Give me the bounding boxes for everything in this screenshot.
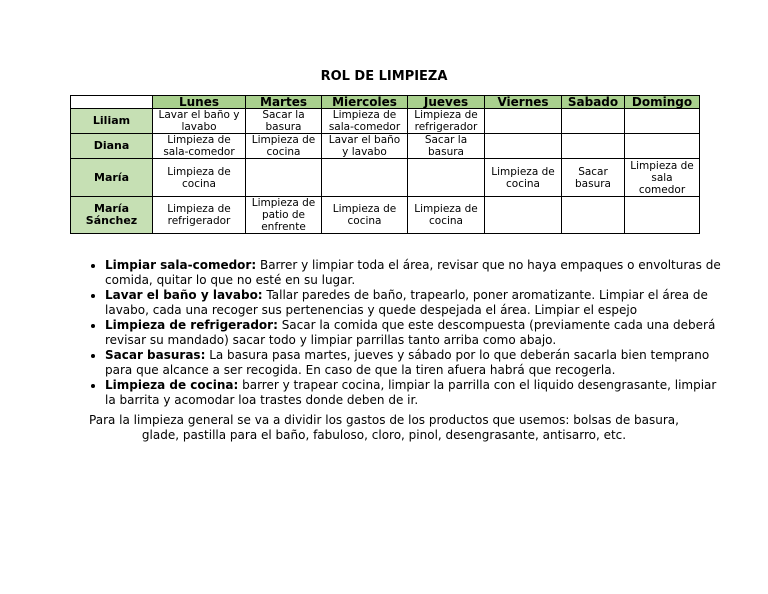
task-term: Sacar basuras: [105,348,206,362]
table-header-row [71,96,700,109]
table-cell: Limpieza de sala-comedor [153,134,246,159]
table-cell: Limpieza de cocina [246,134,322,159]
row-name: Diana [71,134,153,159]
table-cell [562,134,625,159]
table-cell: Limpieza de cocina [485,159,562,197]
footer-paragraph: Para la limpieza general se va a dividir los gastos de los productos que usemos: bolsas de basura, glade, pastilla para el baño, fabuloso, cloro, pinol, desengrasante, antisarro, etc. [89,413,679,442]
header-sabado: Sabado [562,96,625,109]
table-row [71,109,700,134]
table-cell: Sacar la basura [246,109,322,134]
table-cell [485,134,562,159]
table-cell: Limpieza de sala comedor [625,159,700,197]
header-blank [71,96,153,109]
table-cell: Limpieza de patio de enfrente [246,197,322,234]
task-definitions-list [86,258,725,408]
table-cell [625,134,700,159]
table-cell [246,159,322,197]
list-item [105,318,725,348]
table-row [71,159,700,197]
header-miercoles: Miercoles [322,96,408,109]
table-cell [562,109,625,134]
task-description: Tallar paredes de baño, trapearlo, poner aromatizante. Limpiar el área de lavabo, cada una recoger sus pertenencias y quede despejada el área. Limpiar el espejo [105,288,708,317]
table-cell: Limpieza de refrigerador [153,197,246,234]
list-item [105,258,725,288]
task-description: Barrer y limpiar toda el área, revisar que no haya empaques o envolturas de comida, quitar lo que no esté en su lugar. [105,258,721,287]
table-cell: Limpieza de refrigerador [408,109,485,134]
task-term: Limpieza de cocina: [105,378,239,392]
table-cell [625,197,700,234]
table-cell [562,197,625,234]
table-cell [625,109,700,134]
table-cell [408,159,485,197]
row-name: María Sánchez [71,197,153,234]
list-item [105,378,725,408]
table-row [71,197,700,234]
table-cell: Limpieza de cocina [153,159,246,197]
table-cell: Sacar basura [562,159,625,197]
list-item [105,348,725,378]
header-viernes: Viernes [485,96,562,109]
table-cell: Limpieza de cocina [408,197,485,234]
table-cell: Sacar la basura [408,134,485,159]
page-title: ROL DE LIMPIEZA [320,69,448,84]
task-description: La basura pasa martes, jueves y sábado por lo que deberán sacarla bien temprano para que alcance a ser recogida. En caso de que la tiren afuera habrá que recogerla. [105,348,710,377]
header-domingo: Domingo [625,96,700,109]
row-name: María [71,159,153,197]
task-term: Limpieza de refrigerador: [105,318,278,332]
table-row [71,134,700,159]
task-term: Limpiar sala-comedor: [105,258,257,272]
table-cell [485,109,562,134]
list-item [105,288,725,318]
task-description: Sacar la comida que este descompuesta (previamente cada una deberá revisar su mandado) sacar todo y limpiar parrillas tanto arriba como abajo. [105,318,716,347]
header-martes: Martes [246,96,322,109]
row-name: Liliam [71,109,153,134]
table-cell: Lavar el baño y lavabo [153,109,246,134]
table-cell: Lavar el baño y lavabo [322,134,408,159]
table-cell [322,159,408,197]
table-cell [485,197,562,234]
table-cell: Limpieza de cocina [322,197,408,234]
cleaning-schedule-table [70,95,700,234]
header-lunes: Lunes [153,96,246,109]
task-description: barrer y trapear cocina, limpiar la parrilla con el liquido desengrasante, limpiar la barrita y acomodar loa trastes donde deben de ir. [105,378,717,407]
task-term: Lavar el baño y lavabo: [105,288,263,302]
header-jueves: Jueves [408,96,485,109]
table-cell: Limpieza de sala-comedor [322,109,408,134]
